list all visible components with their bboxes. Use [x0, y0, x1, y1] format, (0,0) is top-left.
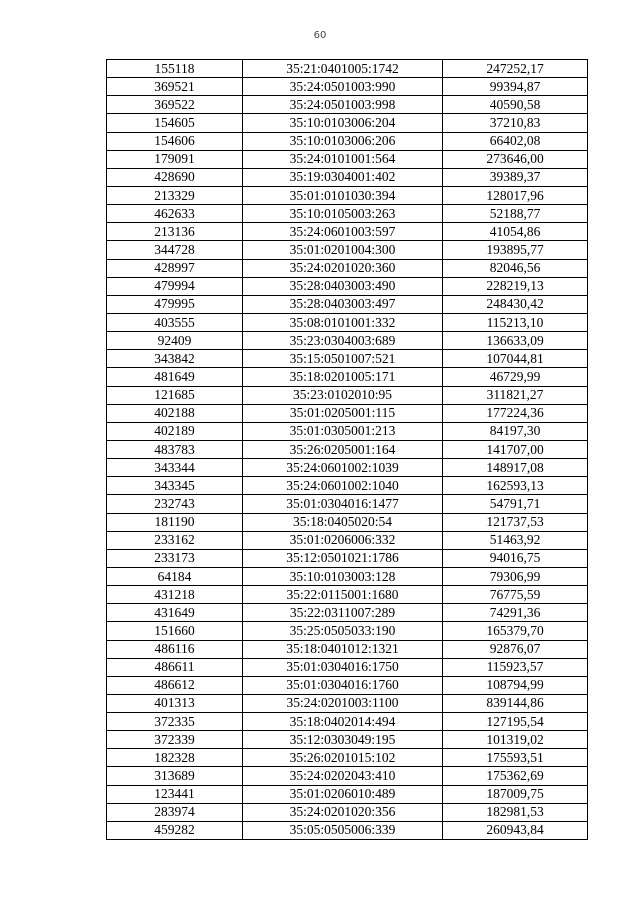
table-row	[107, 477, 588, 495]
amount-cell: 40590,58	[443, 96, 588, 114]
record-id-cell: 181190	[107, 513, 243, 531]
cadastral-number-cell: 35:01:0206010:489	[243, 785, 443, 803]
amount-cell: 92876,07	[443, 640, 588, 658]
table-row	[107, 368, 588, 386]
cadastral-number-cell: 35:22:0311007:289	[243, 604, 443, 622]
cadastral-number-cell: 35:01:0101030:394	[243, 186, 443, 204]
table-row	[107, 313, 588, 331]
table-row	[107, 658, 588, 676]
table-row	[107, 223, 588, 241]
cadastral-number-cell: 35:10:0103006:206	[243, 132, 443, 150]
table-row	[107, 404, 588, 422]
table-row	[107, 604, 588, 622]
record-id-cell: 233173	[107, 549, 243, 567]
amount-cell: 247252,17	[443, 60, 588, 78]
amount-cell: 94016,75	[443, 549, 588, 567]
record-id-cell: 233162	[107, 531, 243, 549]
cadastral-number-cell: 35:01:0201004:300	[243, 241, 443, 259]
record-id-cell: 483783	[107, 440, 243, 458]
cadastral-number-cell: 35:12:0303049:195	[243, 731, 443, 749]
table-row	[107, 495, 588, 513]
cadastral-number-cell: 35:01:0206006:332	[243, 531, 443, 549]
record-id-cell: 92409	[107, 332, 243, 350]
table-row	[107, 586, 588, 604]
cadastral-number-cell: 35:15:0501007:521	[243, 350, 443, 368]
amount-cell: 115923,57	[443, 658, 588, 676]
record-id-cell: 372335	[107, 713, 243, 731]
amount-cell: 115213,10	[443, 313, 588, 331]
table-row	[107, 694, 588, 712]
table-row	[107, 440, 588, 458]
record-id-cell: 179091	[107, 150, 243, 168]
amount-cell: 228219,13	[443, 277, 588, 295]
table-row	[107, 676, 588, 694]
amount-cell: 37210,83	[443, 114, 588, 132]
record-id-cell: 372339	[107, 731, 243, 749]
amount-cell: 99394,87	[443, 78, 588, 96]
cadastral-number-cell: 35:21:0401005:1742	[243, 60, 443, 78]
record-id-cell: 344728	[107, 241, 243, 259]
cadastral-number-cell: 35:24:0601002:1040	[243, 477, 443, 495]
record-id-cell: 343842	[107, 350, 243, 368]
record-id-cell: 343345	[107, 477, 243, 495]
cadastral-number-cell: 35:05:0505006:339	[243, 821, 443, 839]
cadastral-number-cell: 35:28:0403003:490	[243, 277, 443, 295]
record-id-cell: 151660	[107, 622, 243, 640]
amount-cell: 101319,02	[443, 731, 588, 749]
amount-cell: 46729,99	[443, 368, 588, 386]
cadastral-number-cell: 35:26:0205001:164	[243, 440, 443, 458]
cadastral-number-cell: 35:28:0403003:497	[243, 295, 443, 313]
record-id-cell: 431218	[107, 586, 243, 604]
record-id-cell: 369521	[107, 78, 243, 96]
table-row	[107, 332, 588, 350]
record-id-cell: 459282	[107, 821, 243, 839]
record-id-cell: 402188	[107, 404, 243, 422]
amount-cell: 54791,71	[443, 495, 588, 513]
amount-cell: 175593,51	[443, 749, 588, 767]
table-row	[107, 531, 588, 549]
record-id-cell: 343344	[107, 459, 243, 477]
table-row	[107, 386, 588, 404]
record-id-cell: 123441	[107, 785, 243, 803]
cadastral-number-cell: 35:18:0201005:171	[243, 368, 443, 386]
amount-cell: 136633,09	[443, 332, 588, 350]
cadastral-number-cell: 35:10:0105003:263	[243, 205, 443, 223]
cadastral-number-cell: 35:12:0501021:1786	[243, 549, 443, 567]
record-id-cell: 213136	[107, 223, 243, 241]
amount-cell: 51463,92	[443, 531, 588, 549]
cadastral-number-cell: 35:24:0202043:410	[243, 767, 443, 785]
table-row	[107, 259, 588, 277]
table-row	[107, 422, 588, 440]
record-id-cell: 462633	[107, 205, 243, 223]
amount-cell: 41054,86	[443, 223, 588, 241]
registry-table-body	[107, 60, 588, 840]
amount-cell: 311821,27	[443, 386, 588, 404]
amount-cell: 66402,08	[443, 132, 588, 150]
registry-table	[106, 59, 588, 840]
record-id-cell: 313689	[107, 767, 243, 785]
amount-cell: 165379,70	[443, 622, 588, 640]
cadastral-number-cell: 35:26:0201015:102	[243, 749, 443, 767]
amount-cell: 273646,00	[443, 150, 588, 168]
page-number: 60	[313, 30, 327, 41]
table-row	[107, 150, 588, 168]
amount-cell: 193895,77	[443, 241, 588, 259]
cadastral-number-cell: 35:19:0304001:402	[243, 168, 443, 186]
cadastral-number-cell: 35:23:0102010:95	[243, 386, 443, 404]
amount-cell: 52188,77	[443, 205, 588, 223]
cadastral-number-cell: 35:24:0201020:360	[243, 259, 443, 277]
record-id-cell: 486116	[107, 640, 243, 658]
amount-cell: 76775,59	[443, 586, 588, 604]
amount-cell: 839144,86	[443, 694, 588, 712]
record-id-cell: 479995	[107, 295, 243, 313]
amount-cell: 148917,08	[443, 459, 588, 477]
record-id-cell: 64184	[107, 567, 243, 585]
record-id-cell: 428690	[107, 168, 243, 186]
table-row	[107, 241, 588, 259]
table-row	[107, 513, 588, 531]
record-id-cell: 431649	[107, 604, 243, 622]
cadastral-number-cell: 35:18:0401012:1321	[243, 640, 443, 658]
cadastral-number-cell: 35:25:0505033:190	[243, 622, 443, 640]
amount-cell: 121737,53	[443, 513, 588, 531]
cadastral-number-cell: 35:24:0501003:990	[243, 78, 443, 96]
table-row	[107, 60, 588, 78]
cadastral-number-cell: 35:01:0304016:1477	[243, 495, 443, 513]
amount-cell: 175362,69	[443, 767, 588, 785]
record-id-cell: 369522	[107, 96, 243, 114]
record-id-cell: 428997	[107, 259, 243, 277]
record-id-cell: 481649	[107, 368, 243, 386]
table-row	[107, 132, 588, 150]
amount-cell: 260943,84	[443, 821, 588, 839]
record-id-cell: 213329	[107, 186, 243, 204]
table-row	[107, 295, 588, 313]
cadastral-number-cell: 35:01:0304016:1760	[243, 676, 443, 694]
amount-cell: 141707,00	[443, 440, 588, 458]
record-id-cell: 402189	[107, 422, 243, 440]
cadastral-number-cell: 35:01:0205001:115	[243, 404, 443, 422]
table-row	[107, 713, 588, 731]
cadastral-number-cell: 35:24:0101001:564	[243, 150, 443, 168]
table-row	[107, 114, 588, 132]
amount-cell: 107044,81	[443, 350, 588, 368]
record-id-cell: 232743	[107, 495, 243, 513]
amount-cell: 162593,13	[443, 477, 588, 495]
amount-cell: 39389,37	[443, 168, 588, 186]
cadastral-number-cell: 35:01:0305001:213	[243, 422, 443, 440]
table-row	[107, 277, 588, 295]
record-id-cell: 479994	[107, 277, 243, 295]
record-id-cell: 401313	[107, 694, 243, 712]
cadastral-number-cell: 35:24:0601002:1039	[243, 459, 443, 477]
table-row	[107, 78, 588, 96]
table-row	[107, 821, 588, 839]
table-row	[107, 767, 588, 785]
cadastral-number-cell: 35:23:0304003:689	[243, 332, 443, 350]
table-row	[107, 803, 588, 821]
amount-cell: 108794,99	[443, 676, 588, 694]
record-id-cell: 121685	[107, 386, 243, 404]
table-row	[107, 96, 588, 114]
table-row	[107, 549, 588, 567]
cadastral-number-cell: 35:24:0501003:998	[243, 96, 443, 114]
table-row	[107, 205, 588, 223]
cadastral-number-cell: 35:08:0101001:332	[243, 313, 443, 331]
amount-cell: 74291,36	[443, 604, 588, 622]
table-row	[107, 622, 588, 640]
table-row	[107, 459, 588, 477]
cadastral-number-cell: 35:24:0601003:597	[243, 223, 443, 241]
table-row	[107, 640, 588, 658]
table-row	[107, 567, 588, 585]
cadastral-number-cell: 35:18:0405020:54	[243, 513, 443, 531]
table-row	[107, 168, 588, 186]
record-id-cell: 154605	[107, 114, 243, 132]
record-id-cell: 486612	[107, 676, 243, 694]
record-id-cell: 154606	[107, 132, 243, 150]
table-row	[107, 785, 588, 803]
amount-cell: 79306,99	[443, 567, 588, 585]
cadastral-number-cell: 35:18:0402014:494	[243, 713, 443, 731]
table-row	[107, 186, 588, 204]
amount-cell: 182981,53	[443, 803, 588, 821]
record-id-cell: 486611	[107, 658, 243, 676]
cadastral-number-cell: 35:01:0304016:1750	[243, 658, 443, 676]
record-id-cell: 155118	[107, 60, 243, 78]
amount-cell: 127195,54	[443, 713, 588, 731]
record-id-cell: 182328	[107, 749, 243, 767]
record-id-cell: 283974	[107, 803, 243, 821]
cadastral-number-cell: 35:10:0103003:128	[243, 567, 443, 585]
cadastral-number-cell: 35:10:0103006:204	[243, 114, 443, 132]
cadastral-number-cell: 35:24:0201003:1100	[243, 694, 443, 712]
table-row	[107, 350, 588, 368]
amount-cell: 82046,56	[443, 259, 588, 277]
table-row	[107, 731, 588, 749]
amount-cell: 187009,75	[443, 785, 588, 803]
amount-cell: 84197,30	[443, 422, 588, 440]
amount-cell: 128017,96	[443, 186, 588, 204]
table-row	[107, 749, 588, 767]
amount-cell: 248430,42	[443, 295, 588, 313]
cadastral-number-cell: 35:24:0201020:356	[243, 803, 443, 821]
cadastral-number-cell: 35:22:0115001:1680	[243, 586, 443, 604]
record-id-cell: 403555	[107, 313, 243, 331]
amount-cell: 177224,36	[443, 404, 588, 422]
